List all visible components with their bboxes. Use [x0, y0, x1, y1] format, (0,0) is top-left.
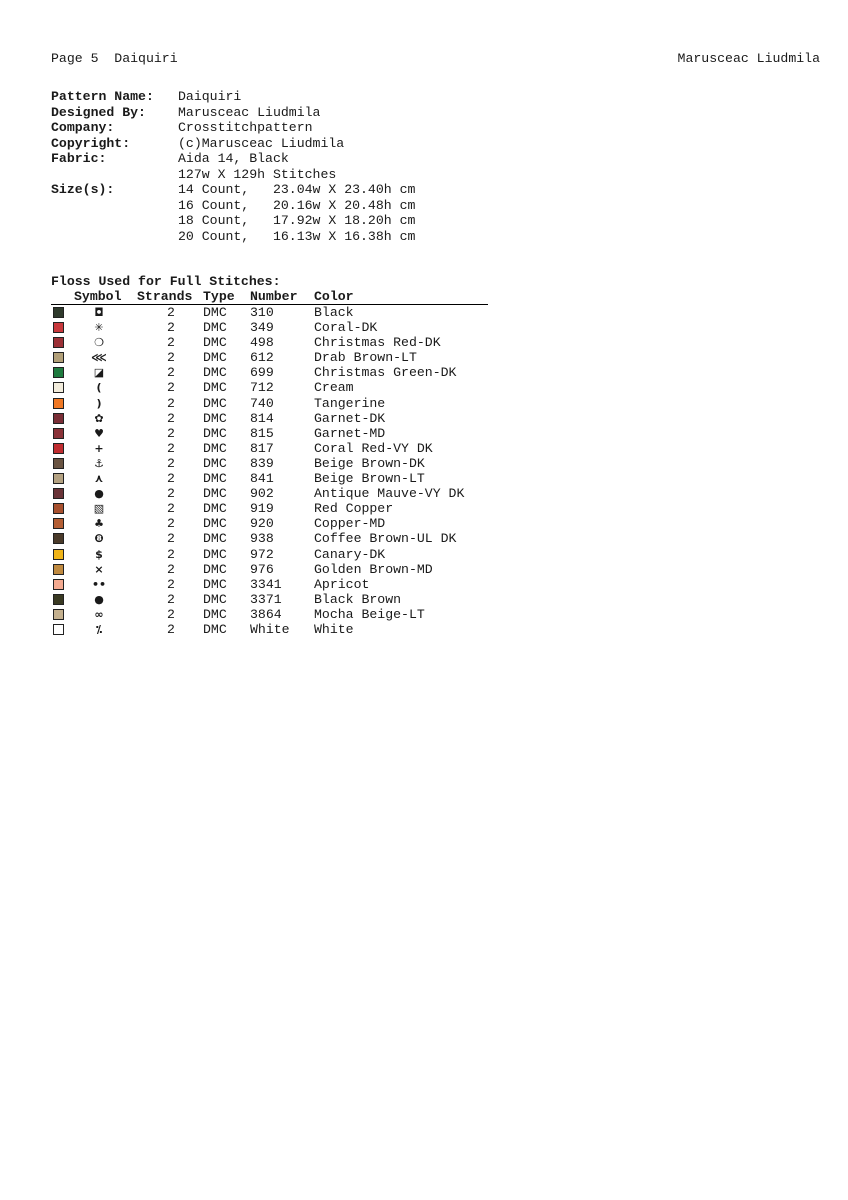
floss-type: DMC — [203, 350, 227, 366]
floss-type: DMC — [203, 621, 227, 637]
floss-type: DMC — [203, 546, 227, 562]
floss-color-name: Canary-DK — [314, 546, 386, 562]
floss-table-body — [51, 305, 488, 637]
info-label — [51, 167, 178, 183]
info-label: Pattern Name: — [51, 89, 154, 104]
floss-title: Floss Used for Full Stitches: — [51, 274, 281, 289]
floss-strands: 2 — [167, 335, 175, 351]
floss-symbol: ( — [96, 381, 102, 395]
floss-color-name: Black Brown — [314, 591, 402, 607]
floss-number: 712 — [250, 380, 274, 396]
floss-strands: 2 — [167, 380, 175, 396]
floss-type: DMC — [203, 425, 227, 441]
floss-row — [51, 577, 488, 592]
floss-color-name: Mocha Beige-LT — [314, 606, 425, 622]
floss-number: 938 — [250, 531, 274, 547]
floss-color-name: Garnet-DK — [314, 410, 386, 426]
col-strands-header: Strands — [137, 289, 193, 304]
info-row — [51, 89, 415, 105]
floss-number: 976 — [250, 561, 274, 577]
floss-row — [51, 305, 488, 320]
floss-color-name: Cream — [314, 380, 354, 396]
floss-row — [51, 547, 488, 562]
color-swatch — [53, 352, 64, 363]
floss-symbol: ❽ — [94, 532, 104, 546]
info-value: 20 Count, 16.13w X 16.38h cm — [178, 228, 416, 244]
floss-symbol: ● — [94, 592, 104, 606]
floss-type: DMC — [203, 471, 227, 487]
info-label: Designed By: — [51, 104, 146, 120]
floss-symbol: $ — [95, 547, 103, 561]
floss-row — [51, 622, 488, 637]
floss-symbol: ◘ — [94, 306, 104, 319]
floss-number: 349 — [250, 320, 274, 336]
color-swatch — [53, 307, 64, 318]
info-row — [51, 229, 415, 245]
floss-color-name: Coffee Brown-UL DK — [314, 531, 457, 547]
floss-strands: 2 — [167, 425, 175, 441]
color-swatch — [53, 518, 64, 529]
info-label: Size(s): — [51, 182, 115, 197]
floss-table — [51, 289, 488, 637]
floss-number: 817 — [250, 440, 274, 456]
floss-row — [51, 486, 488, 501]
floss-symbol: ⚓ — [94, 456, 104, 470]
floss-strands: 2 — [167, 440, 175, 456]
floss-row — [51, 592, 488, 607]
floss-color-name: Coral Red-VY DK — [314, 440, 433, 456]
floss-symbol: ♥ — [94, 426, 104, 440]
floss-symbol: + — [94, 441, 104, 455]
color-swatch — [53, 579, 64, 590]
info-value: Daiquiri — [178, 89, 242, 104]
info-label: Fabric: — [51, 151, 107, 166]
color-swatch — [53, 549, 64, 560]
info-label: Copyright: — [51, 135, 131, 151]
floss-color-name: White — [314, 621, 354, 637]
floss-symbol: ⋘ — [91, 351, 107, 365]
floss-symbol: •• — [91, 577, 107, 591]
floss-type: DMC — [203, 410, 227, 426]
info-value: (c)Marusceac Liudmila — [178, 135, 345, 151]
floss-type: DMC — [203, 561, 227, 577]
floss-symbol: ) — [96, 396, 102, 410]
floss-number: 972 — [250, 546, 274, 562]
floss-type: DMC — [203, 305, 227, 320]
floss-strands: 2 — [167, 486, 175, 502]
floss-symbol: ⋏ — [94, 472, 104, 486]
floss-symbol: ✿ — [94, 411, 104, 425]
floss-strands: 2 — [167, 471, 175, 487]
page-header-left: Page 5 Daiquiri — [51, 51, 178, 66]
color-swatch — [53, 473, 64, 484]
info-label — [51, 229, 178, 245]
info-row — [51, 198, 415, 214]
floss-row — [51, 456, 488, 471]
floss-row — [51, 471, 488, 486]
floss-color-name: Black — [314, 305, 354, 320]
floss-color-name: Garnet-MD — [314, 425, 386, 441]
floss-strands: 2 — [167, 576, 175, 592]
floss-color-name: Copper-MD — [314, 516, 386, 532]
floss-type: DMC — [203, 531, 227, 547]
floss-row — [51, 501, 488, 516]
floss-strands: 2 — [167, 531, 175, 547]
floss-color-name: Drab Brown-LT — [314, 350, 417, 366]
color-swatch — [53, 458, 64, 469]
floss-row — [51, 411, 488, 426]
floss-symbol: ▧ — [93, 502, 105, 516]
floss-type: DMC — [203, 380, 227, 396]
floss-row — [51, 350, 488, 365]
color-swatch — [53, 398, 64, 409]
info-label — [51, 213, 178, 229]
floss-row — [51, 516, 488, 531]
floss-number: 902 — [250, 486, 274, 502]
floss-number: 3371 — [250, 591, 282, 607]
color-swatch — [53, 609, 64, 620]
color-swatch — [53, 428, 64, 439]
floss-row — [51, 320, 488, 335]
floss-number: 815 — [250, 425, 274, 441]
floss-type: DMC — [203, 320, 227, 336]
floss-strands: 2 — [167, 395, 175, 411]
color-swatch — [53, 367, 64, 378]
floss-strands: 2 — [167, 606, 175, 622]
floss-row — [51, 531, 488, 546]
floss-symbol: ⁒ — [95, 622, 103, 636]
color-swatch — [53, 564, 64, 575]
info-row — [51, 120, 415, 136]
floss-strands: 2 — [167, 591, 175, 607]
color-swatch — [53, 624, 64, 635]
info-label: Company: — [51, 120, 115, 135]
info-row — [51, 182, 415, 198]
floss-number: 498 — [250, 335, 274, 351]
floss-number: 919 — [250, 501, 274, 517]
floss-strands: 2 — [167, 501, 175, 517]
floss-type: DMC — [203, 501, 227, 517]
color-swatch — [53, 488, 64, 499]
info-value: Aida 14, Black — [178, 151, 289, 166]
floss-symbol: ∞ — [94, 607, 104, 621]
floss-row — [51, 562, 488, 577]
info-row — [51, 167, 415, 183]
floss-number: 310 — [250, 305, 274, 320]
floss-number: White — [250, 621, 290, 637]
col-type-header: Type — [203, 289, 235, 304]
color-swatch — [53, 413, 64, 424]
floss-strands: 2 — [167, 320, 175, 336]
floss-symbol: ● — [94, 487, 104, 501]
floss-color-name: Red Copper — [314, 501, 394, 517]
floss-strands: 2 — [167, 561, 175, 577]
floss-type: DMC — [203, 516, 227, 532]
floss-color-name: Christmas Red-DK — [314, 335, 441, 351]
info-value: 14 Count, 23.04w X 23.40h cm — [178, 182, 416, 197]
floss-number: 839 — [250, 455, 274, 471]
info-value: 127w X 129h Stitches — [178, 166, 337, 182]
floss-table-header — [51, 289, 488, 305]
floss-symbol: ⨯ — [94, 562, 104, 576]
floss-row — [51, 365, 488, 380]
floss-number: 740 — [250, 395, 274, 411]
floss-type: DMC — [203, 576, 227, 592]
floss-type: DMC — [203, 365, 227, 381]
floss-strands: 2 — [167, 546, 175, 562]
floss-strands: 2 — [167, 516, 175, 532]
floss-number: 699 — [250, 365, 274, 381]
floss-color-name: Tangerine — [314, 395, 386, 411]
floss-number: 920 — [250, 516, 274, 532]
floss-color-name: Apricot — [314, 576, 370, 592]
info-value: 16 Count, 20.16w X 20.48h cm — [178, 197, 416, 213]
floss-color-name: Antique Mauve-VY DK — [314, 486, 465, 502]
floss-type: DMC — [203, 591, 227, 607]
floss-strands: 2 — [167, 410, 175, 426]
floss-type: DMC — [203, 395, 227, 411]
floss-type: DMC — [203, 606, 227, 622]
floss-symbol: ✳ — [94, 321, 104, 335]
floss-type: DMC — [203, 335, 227, 351]
col-number-header: Number — [250, 289, 298, 304]
floss-type: DMC — [203, 486, 227, 502]
floss-color-name: Beige Brown-DK — [314, 455, 425, 471]
pattern-info — [51, 89, 415, 244]
info-row — [51, 105, 415, 121]
info-value: Marusceac Liudmila — [178, 104, 321, 120]
info-row — [51, 213, 415, 229]
info-row — [51, 151, 415, 167]
info-label — [51, 198, 178, 214]
info-value: Crosstitchpattern — [178, 120, 313, 135]
floss-number: 841 — [250, 471, 274, 487]
info-row — [51, 136, 415, 152]
color-swatch — [53, 322, 64, 333]
col-color-header: Color — [314, 289, 354, 304]
color-swatch — [53, 533, 64, 544]
floss-color-name: Beige Brown-LT — [314, 471, 425, 487]
floss-number: 814 — [250, 410, 274, 426]
floss-color-name: Christmas Green-DK — [314, 365, 457, 381]
floss-row — [51, 607, 488, 622]
color-swatch — [53, 337, 64, 348]
page-header-right: Marusceac Liudmila — [677, 51, 820, 66]
floss-strands: 2 — [167, 365, 175, 381]
floss-row — [51, 441, 488, 456]
color-swatch — [53, 443, 64, 454]
info-value: 18 Count, 17.92w X 18.20h cm — [178, 213, 416, 228]
floss-strands: 2 — [167, 621, 175, 637]
col-symbol-header: Symbol — [74, 289, 122, 304]
floss-row — [51, 426, 488, 441]
floss-color-name: Golden Brown-MD — [314, 561, 433, 577]
floss-symbol: ❍ — [94, 336, 104, 350]
floss-row — [51, 335, 488, 350]
floss-type: DMC — [203, 455, 227, 471]
color-swatch — [53, 503, 64, 514]
floss-strands: 2 — [167, 455, 175, 471]
floss-type: DMC — [203, 440, 227, 456]
floss-number: 3864 — [250, 606, 282, 622]
color-swatch — [53, 594, 64, 605]
floss-row — [51, 380, 488, 395]
floss-symbol: ♣ — [94, 517, 104, 531]
color-swatch — [53, 382, 64, 393]
floss-strands: 2 — [167, 305, 175, 320]
floss-number: 3341 — [250, 576, 282, 592]
floss-symbol: ◪ — [93, 366, 105, 380]
floss-color-name: Coral-DK — [314, 320, 378, 336]
floss-row — [51, 396, 488, 411]
floss-strands: 2 — [167, 350, 175, 366]
floss-number: 612 — [250, 350, 274, 366]
